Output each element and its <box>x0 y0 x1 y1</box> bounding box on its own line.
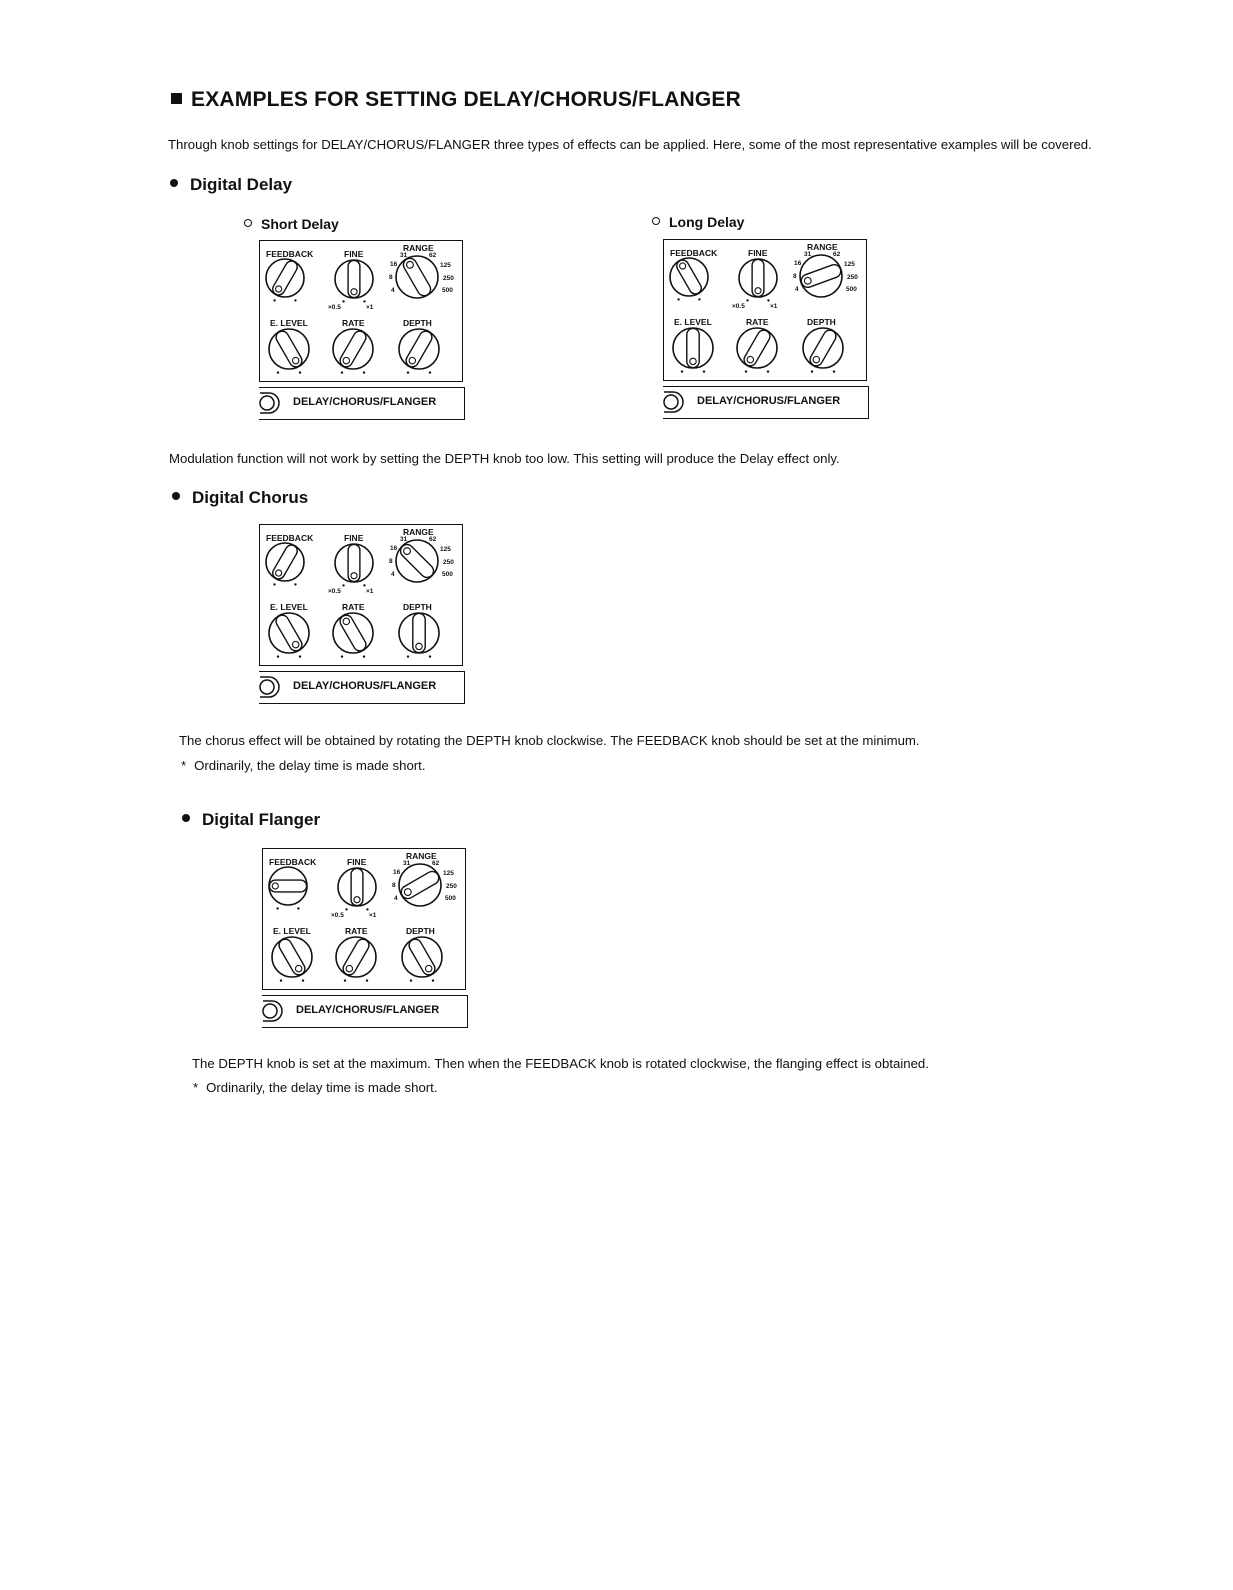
label-fine-max: ×1 <box>366 304 374 311</box>
label-range: RANGE <box>406 851 437 861</box>
flanger-description: The DEPTH knob is set at the maximum. Then when the FEEDBACK knob is rotated clockwise, the flanging effect is obtained. <box>192 1056 929 1071</box>
label-e-level: E. LEVEL <box>674 317 712 327</box>
label-fine-max: ×1 <box>366 588 374 595</box>
intro-text: Through knob settings for DELAY/CHORUS/FLANGER three types of effects can be applied. Here, some of the most representative examples will be covered. <box>168 137 1092 152</box>
label-range-8: 8 <box>392 882 396 889</box>
panel-body <box>262 848 466 990</box>
label-depth: DEPTH <box>807 317 836 327</box>
label-e-level: E. LEVEL <box>270 318 308 328</box>
footswitch-icon <box>257 391 283 415</box>
feedback-knob <box>667 255 711 299</box>
bullet-icon <box>172 492 180 500</box>
panel-footer-bar <box>663 386 869 419</box>
label-feedback: FEEDBACK <box>269 857 317 867</box>
panel-footer-bar <box>262 995 468 1028</box>
range-knob <box>797 252 845 300</box>
label-depth: DEPTH <box>406 926 435 936</box>
label-range-16: 16 <box>794 260 802 267</box>
e-level-knob <box>670 325 716 371</box>
subtitle-short-delay: Short Delay <box>244 216 339 232</box>
range-knob <box>396 861 444 909</box>
asterisk-icon: * <box>193 1080 199 1095</box>
circle-bullet-icon <box>652 217 660 225</box>
label-range-125: 125 <box>440 546 451 553</box>
fine-knob <box>335 865 379 909</box>
feedback-knob <box>263 256 307 300</box>
e-level-knob <box>269 934 315 980</box>
label-feedback: FEEDBACK <box>670 248 718 258</box>
panel-footer-label: DELAY/CHORUS/FLANGER <box>697 395 841 407</box>
depth-knob <box>800 325 846 371</box>
range-knob <box>393 537 441 585</box>
label-e-level: E. LEVEL <box>270 602 308 612</box>
panel-footer-label: DELAY/CHORUS/FLANGER <box>293 680 437 692</box>
label-range-31: 31 <box>804 251 812 258</box>
label-rate: RATE <box>342 318 365 328</box>
label-rate: RATE <box>345 926 368 936</box>
panel-body <box>259 524 463 666</box>
label-range: RANGE <box>403 527 434 537</box>
bullet-icon <box>170 179 178 187</box>
feedback-knob <box>263 540 307 584</box>
label-range-16: 16 <box>390 261 398 268</box>
panel-footer-bar <box>259 387 465 420</box>
label-range-250: 250 <box>443 275 454 282</box>
label-range-250: 250 <box>847 274 858 281</box>
range-knob <box>393 253 441 301</box>
panel-footer-bar <box>259 671 465 704</box>
e-level-knob <box>266 326 312 372</box>
rate-knob <box>333 934 379 980</box>
depth-knob <box>399 934 445 980</box>
label-range-4: 4 <box>391 287 395 294</box>
panel-footer-label: DELAY/CHORUS/FLANGER <box>293 396 437 408</box>
label-range-16: 16 <box>393 869 401 876</box>
asterisk-icon: * <box>181 758 187 773</box>
delay-description: Modulation function will not work by setting the DEPTH knob too low. This setting will produce the Delay effect only. <box>169 451 840 466</box>
footswitch-icon <box>661 390 687 414</box>
square-bullet-icon <box>171 93 182 104</box>
label-depth: DEPTH <box>403 318 432 328</box>
subtitle-long-delay: Long Delay <box>652 214 744 230</box>
panel-body <box>663 239 867 381</box>
fine-knob <box>332 257 376 301</box>
label-range-4: 4 <box>394 895 398 902</box>
label-fine: FINE <box>344 533 364 543</box>
label-rate: RATE <box>746 317 769 327</box>
label-range-500: 500 <box>442 571 453 578</box>
section-title-chorus: Digital Chorus <box>172 488 308 508</box>
label-range-8: 8 <box>389 274 393 281</box>
fine-knob <box>332 541 376 585</box>
label-fine-max: ×1 <box>770 303 778 310</box>
fine-knob <box>736 256 780 300</box>
label-range-500: 500 <box>442 287 453 294</box>
footswitch-icon <box>257 675 283 699</box>
section-title-flanger: Digital Flanger <box>182 810 320 830</box>
label-e-level: E. LEVEL <box>273 926 311 936</box>
label-range: RANGE <box>807 242 838 252</box>
label-range-250: 250 <box>443 559 454 566</box>
label-depth: DEPTH <box>403 602 432 612</box>
footswitch-icon <box>260 999 286 1023</box>
label-range-8: 8 <box>389 558 393 565</box>
label-fine-min: ×0.5 <box>331 912 344 919</box>
label-fine: FINE <box>347 857 367 867</box>
label-range-125: 125 <box>844 261 855 268</box>
label-fine-min: ×0.5 <box>732 303 745 310</box>
chorus-note: * Ordinarily, the delay time is made short. <box>181 758 426 773</box>
section-title-delay: Digital Delay <box>170 175 292 195</box>
label-fine-min: ×0.5 <box>328 588 341 595</box>
e-level-knob <box>266 610 312 656</box>
depth-knob <box>396 610 442 656</box>
panel-flanger <box>262 848 472 1028</box>
label-fine: FINE <box>344 249 364 259</box>
rate-knob <box>734 325 780 371</box>
panel-footer-label: DELAY/CHORUS/FLANGER <box>296 1004 440 1016</box>
label-range-62: 62 <box>429 252 437 259</box>
panel-long-delay <box>663 239 873 419</box>
label-range-500: 500 <box>445 895 456 902</box>
label-range-62: 62 <box>833 251 841 258</box>
label-range-31: 31 <box>403 860 411 867</box>
panel-short-delay <box>259 240 469 420</box>
feedback-knob <box>266 864 310 908</box>
circle-bullet-icon <box>244 219 252 227</box>
label-range-250: 250 <box>446 883 457 890</box>
label-range-500: 500 <box>846 286 857 293</box>
flanger-note: * Ordinarily, the delay time is made short. <box>193 1080 438 1095</box>
label-range-31: 31 <box>400 536 408 543</box>
panel-body <box>259 240 463 382</box>
label-fine: FINE <box>748 248 768 258</box>
label-range-31: 31 <box>400 252 408 259</box>
label-range: RANGE <box>403 243 434 253</box>
page-heading: EXAMPLES FOR SETTING DELAY/CHORUS/FLANGER <box>171 88 741 112</box>
bullet-icon <box>182 814 190 822</box>
rate-knob <box>330 326 376 372</box>
label-range-62: 62 <box>429 536 437 543</box>
label-fine-min: ×0.5 <box>328 304 341 311</box>
label-range-62: 62 <box>432 860 440 867</box>
label-range-16: 16 <box>390 545 398 552</box>
label-range-125: 125 <box>440 262 451 269</box>
label-feedback: FEEDBACK <box>266 533 314 543</box>
panel-chorus <box>259 524 469 704</box>
label-range-4: 4 <box>391 571 395 578</box>
label-rate: RATE <box>342 602 365 612</box>
label-range-8: 8 <box>793 273 797 280</box>
depth-knob <box>396 326 442 372</box>
chorus-description: The chorus effect will be obtained by rotating the DEPTH knob clockwise. The FEEDBACK knob should be set at the minimum. <box>179 733 920 748</box>
label-range-125: 125 <box>443 870 454 877</box>
label-fine-max: ×1 <box>369 912 377 919</box>
rate-knob <box>330 610 376 656</box>
label-range-4: 4 <box>795 286 799 293</box>
label-feedback: FEEDBACK <box>266 249 314 259</box>
